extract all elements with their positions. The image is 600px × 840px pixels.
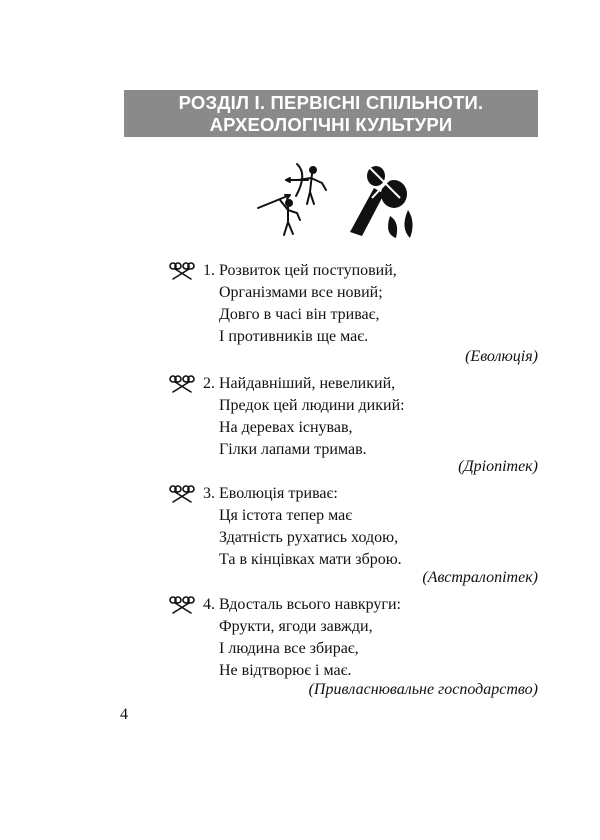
crossed-bones-icon [168,375,196,393]
riddle-line: Фрукти, ягоди завжди, [219,618,373,635]
riddle-line: Організмами все новий; [219,284,383,301]
stone-tools-icon [350,166,413,238]
section-title-line1: РОЗДІЛ І. ПЕРВІСНІ СПІЛЬНОТИ. [178,92,484,113]
riddle-item [168,483,538,571]
riddle-line: І людина все збирає, [219,640,359,657]
riddle-answer: (Еволюція) [465,348,538,365]
cave-painting-illustration [250,158,420,240]
section-title-line2: АРХЕОЛОГІЧНІ КУЛЬТУРИ [209,114,453,135]
spearman-figure-icon [258,195,300,235]
riddle-line: Ця істота тепер має [219,507,353,524]
riddle-line: Здатність рухатись ходою, [219,529,399,546]
riddle-answer: (Австралопітек) [422,569,538,586]
riddle-line: Та в кінцівках мати зброю. [219,551,402,568]
riddle-line: Гілки лапами тримав. [219,441,367,458]
section-header [124,90,538,137]
archer-figure-icon [286,164,326,204]
riddle-answer: (Дріопітек) [458,458,538,475]
riddle-line: Предок цей людини дикий: [219,397,405,414]
riddle-item [168,260,538,348]
riddle-item [168,373,538,461]
riddle-answer: (Привласнювальне господарство) [308,681,538,698]
crossed-bones-icon [168,262,196,280]
riddle-line: На деревах існував, [219,419,353,436]
riddle-line: Не відтворює і має. [219,662,352,679]
crossed-bones-icon [168,485,196,503]
riddle-line: 2. Найдавніший, невеликий, [203,375,396,392]
riddle-line: 3. Еволюція триває: [203,485,338,502]
riddle-item [168,594,538,682]
riddle-line: 1. Розвиток цей поступовий, [203,262,397,279]
riddle-line: Довго в часі він триває, [219,306,380,323]
riddle-line: І противників ще має. [219,328,369,345]
riddle-line: 4. Вдосталь всього навкруги: [203,596,401,613]
page-number: 4 [120,706,128,723]
crossed-bones-icon [168,596,196,614]
